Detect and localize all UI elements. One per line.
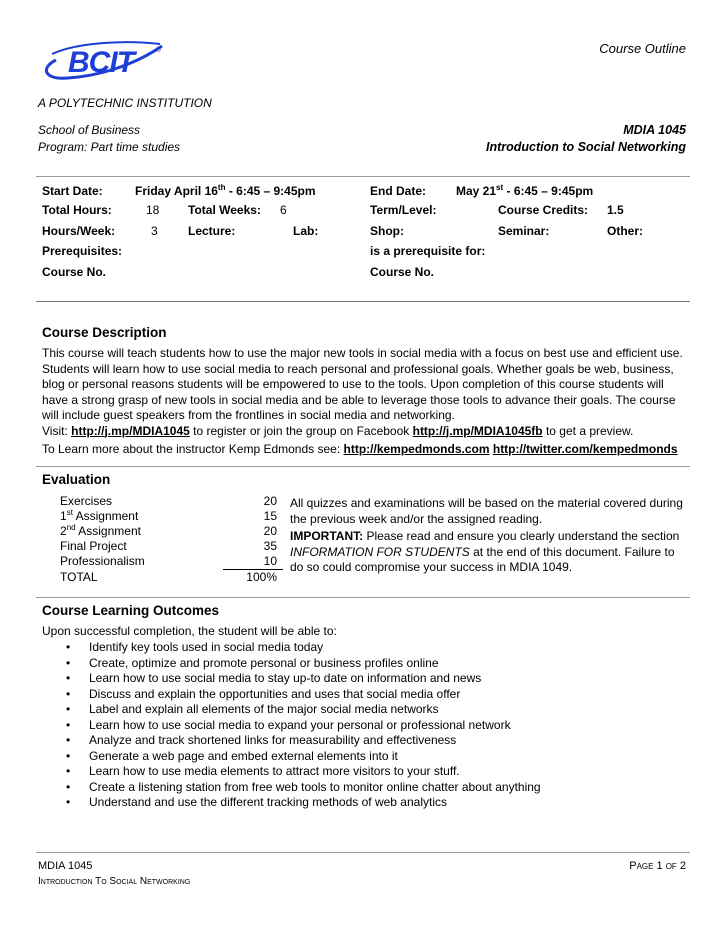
mdia1045-link[interactable]: http://j.mp/MDIA1045 bbox=[71, 423, 190, 438]
svg-text:®: ® bbox=[156, 47, 162, 54]
evaluation-weight: 20 bbox=[263, 494, 277, 508]
total-label: TOTAL bbox=[60, 570, 98, 584]
outcomes-intro: Upon successful completion, the student will be able to: bbox=[42, 624, 337, 638]
outcome-item: • Identify key tools used in social media today bbox=[66, 640, 324, 654]
bullet-icon: • bbox=[66, 702, 71, 716]
bullet-icon: • bbox=[66, 655, 71, 670]
prerequisite-for-label: is a prerequisite for: bbox=[370, 244, 486, 258]
total-value: 100% bbox=[246, 570, 277, 584]
course-description-title: Course Description bbox=[42, 325, 167, 340]
course-identity bbox=[486, 122, 686, 156]
lab-label: Lab: bbox=[293, 224, 319, 238]
shop-label: Shop: bbox=[370, 224, 404, 238]
footer-page-number: Page 1 of 2 bbox=[629, 860, 686, 872]
prerequisites-label: Prerequisites: bbox=[42, 244, 123, 258]
evaluation-weight: 35 bbox=[263, 539, 277, 553]
svg-text:BCIT: BCIT bbox=[68, 46, 134, 79]
start-date-label: Start Date: bbox=[42, 184, 103, 198]
outcome-item: • Generate a web page and embed external elements into it bbox=[66, 748, 398, 763]
bullet-icon: • bbox=[66, 686, 71, 701]
course-description-body bbox=[42, 346, 692, 458]
bullet-icon: • bbox=[66, 764, 71, 778]
bcit-logo bbox=[38, 38, 168, 82]
evaluation-notes bbox=[290, 496, 690, 576]
total-hours-value: 18 bbox=[146, 203, 160, 217]
lecture-label: Lecture: bbox=[188, 224, 236, 238]
evaluation-table bbox=[60, 494, 280, 585]
evaluation-row bbox=[60, 539, 280, 554]
facebook-link[interactable]: http://j.mp/MDIA1045fb bbox=[412, 423, 543, 438]
evaluation-item: Exercises bbox=[60, 494, 113, 508]
course-no-label: Course No. bbox=[42, 265, 107, 279]
instructor-line: To Learn more about the instructor Kemp Edmonds see: http://kempedmonds.com http://twitter.com/kempedmonds bbox=[42, 442, 678, 456]
kempedmonds-link[interactable]: http://kempedmonds.com bbox=[343, 442, 490, 456]
bullet-icon: • bbox=[66, 671, 71, 685]
outcome-item: • Label and explain all elements of the major social media networks bbox=[66, 702, 439, 716]
outcome-item: • Analyze and track shortened links for measurability and effectiveness bbox=[66, 733, 457, 747]
outcome-item: • Discuss and explain the opportunities and uses that social media offer bbox=[66, 686, 461, 701]
twitter-link[interactable]: http://twitter.com/kempedmonds bbox=[492, 442, 678, 456]
outcome-item: • Create a listening station from free web tools to monitor online chatter about anything bbox=[66, 779, 541, 794]
other-label: Other: bbox=[607, 224, 643, 238]
total-hours-label: Total Hours: bbox=[42, 203, 112, 217]
outcome-item: • Learn how to use social media to expand your personal or professional network bbox=[66, 717, 511, 732]
school-program bbox=[38, 122, 180, 156]
bullet-icon: • bbox=[66, 733, 71, 747]
institution-tagline: A POLYTECHNIC INSTITUTION bbox=[38, 96, 212, 110]
evaluation-weight: 15 bbox=[263, 509, 277, 523]
bullet-icon: • bbox=[66, 779, 71, 794]
total-weeks-value: 6 bbox=[280, 203, 287, 217]
evaluation-item: 1st Assignment bbox=[60, 508, 139, 523]
outcome-item: • Learn how to use social media to stay up-to date on information and news bbox=[66, 671, 482, 685]
footer-course-code: MDIA 1045 bbox=[38, 860, 93, 872]
outcome-item: • Understand and use the different tracking methods of web analytics bbox=[66, 795, 447, 809]
bullet-icon: • bbox=[66, 640, 71, 654]
evaluation-row bbox=[60, 509, 280, 524]
course-name: Introduction to Social Networking bbox=[486, 140, 686, 154]
outcomes-list bbox=[42, 640, 692, 811]
evaluation-title: Evaluation bbox=[42, 472, 111, 487]
school-name: School of Business bbox=[38, 123, 141, 137]
total-weeks-label: Total Weeks: bbox=[188, 203, 261, 217]
evaluation-row bbox=[60, 524, 280, 539]
evaluation-total-row bbox=[60, 570, 280, 585]
outcome-item: • Learn how to use media elements to attract more visitors to your stuff. bbox=[66, 764, 460, 778]
course-no-label-2: Course No. bbox=[370, 265, 435, 279]
start-date-value: Friday April 16th - 6:45 – 9:45pm bbox=[135, 183, 316, 198]
bullet-icon: • bbox=[66, 748, 71, 763]
divider bbox=[36, 176, 690, 177]
learning-outcomes-title: Course Learning Outcomes bbox=[42, 603, 220, 618]
important-note: IMPORTANT: Please read and ensure you clearly understand the section INFORMATION FOR STUDENTS at the end of this document. Failure to do so could compromise your success in MDIA 1049. bbox=[290, 529, 680, 574]
end-date-value: May 21st - 6:45 – 9:45pm bbox=[456, 183, 594, 198]
document-type: Course Outline bbox=[599, 41, 686, 56]
end-date-label: End Date: bbox=[370, 184, 427, 198]
evaluation-weight: 10 bbox=[263, 554, 277, 568]
description-text: This course will teach students how to use the major new tools in social media with a focus on best use and efficient use. Students will learn how to use social media to reach personal and professional goals. Whether goals be web, business, blog or personal reasons students will be empowered to use to the tools. Upon completion of this course students will have a strong grasp of new tools in social media and be able to leverage those tools to advance their goals. The course will include guest speakers from the frontlines in social media and networking. bbox=[42, 346, 683, 422]
hours-week-value: 3 bbox=[151, 224, 158, 238]
footer-course-name: Introduction To Social Networking bbox=[38, 876, 191, 887]
hours-week-label: Hours/Week: bbox=[42, 224, 116, 238]
evaluation-item: Professionalism bbox=[60, 554, 145, 568]
program-name: Program: Part time studies bbox=[38, 140, 181, 154]
seminar-label: Seminar: bbox=[498, 224, 550, 238]
evaluation-item: 2nd Assignment bbox=[60, 523, 141, 538]
course-credits-label: Course Credits: bbox=[498, 203, 589, 217]
course-code: MDIA 1045 bbox=[623, 123, 686, 137]
divider bbox=[36, 466, 690, 467]
evaluation-row bbox=[60, 494, 280, 509]
bullet-icon: • bbox=[66, 717, 71, 732]
outcome-item: • Create, optimize and promote personal or business profiles online bbox=[66, 655, 439, 670]
divider bbox=[36, 301, 690, 302]
visit-line: Visit: http://j.mp/MDIA1045 to register or join the group on Facebook http://j.mp/MDIA1045fb to get a preview. bbox=[42, 423, 634, 438]
evaluation-item: Final Project bbox=[60, 539, 127, 553]
bullet-icon: • bbox=[66, 795, 71, 809]
course-credits-value: 1.5 bbox=[607, 203, 624, 217]
divider bbox=[36, 597, 690, 598]
evaluation-row bbox=[60, 554, 280, 569]
quiz-note: All quizzes and examinations will be based on the material covered during the previous week and/or the assigned reading. bbox=[290, 496, 683, 526]
divider bbox=[36, 852, 690, 853]
evaluation-weight: 20 bbox=[263, 524, 277, 538]
term-level-label: Term/Level: bbox=[370, 203, 437, 217]
